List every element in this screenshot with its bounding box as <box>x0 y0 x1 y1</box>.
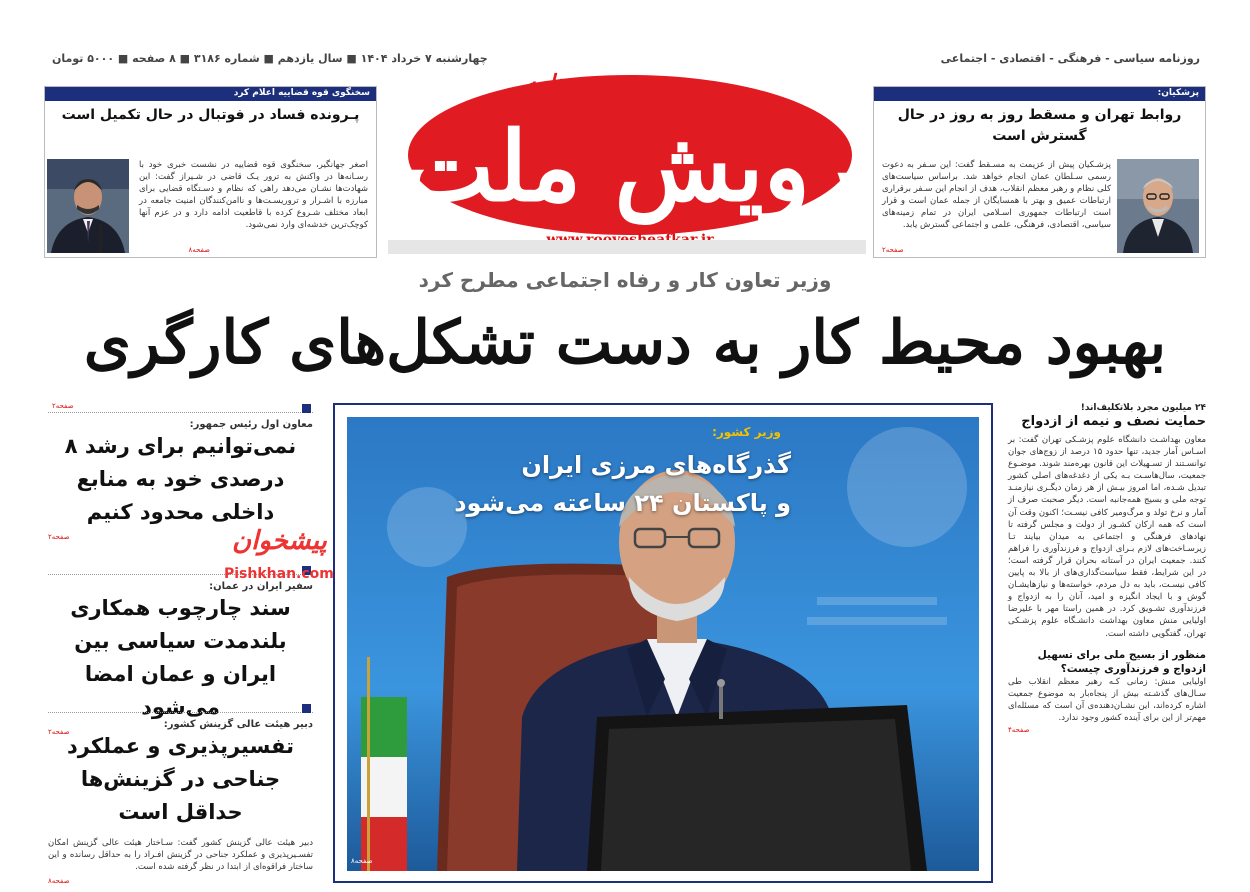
logo-main-text: رویش ملت <box>403 110 857 223</box>
left-item-3-body: دبیر هیئت عالی گزینش کشور گفت: سـاختار هیئت عالی گزینش امکان تفسـیرپذیری و عملکرد جناحی در گزینش افـراد را به حداقل رسانده و این ساختار فراقوه‌ای از ابتدا در نظر گرفته شده است. <box>48 838 313 872</box>
top-left-title[interactable]: پـرونده فساد در فوتبال در حال تکمیل است <box>61 107 360 123</box>
left-item-2-page-ref[interactable]: صفحه۲ <box>48 728 70 736</box>
right-article-page-ref[interactable]: صفحه۴ <box>1008 725 1030 734</box>
section-rule <box>48 403 313 413</box>
left-news-item-3 <box>48 703 313 885</box>
top-right-title[interactable]: روابط تهران و مسقط روز به روز در حال گسترش است <box>897 107 1182 144</box>
right-article-answer: اولیایی منش: زمانی کـه رهبر معظم انقلاب طی سـال‌های گذشـته بیش از پنجاه‌بار به موضوع جمعیت اشاره کرده‌اند، این نشـان‌دهنده‌ی آن است که مسئله‌ای مهم‌تر از این برای آینده کشور وجود ندارد. <box>1008 676 1206 723</box>
masthead-logo <box>400 40 860 260</box>
top-left-kicker: سخنگوی قوه قضاییه اعلام کرد <box>45 87 376 101</box>
left-item-1-page-ref-top[interactable]: صفحه۲ <box>52 402 74 410</box>
photo-caption-kicker: وزیر کشور: <box>712 425 781 439</box>
minister-photo <box>347 417 979 871</box>
top-right-page-ref[interactable]: صفحه۲ <box>882 246 904 254</box>
top-right-kicker: پزشکیان: <box>874 87 1205 101</box>
left-item-1-title[interactable]: نمی‌توانیم برای رشد ۸ درصدی خود به منابع داخلی محدود کنیم <box>64 434 297 524</box>
section-square-icon <box>302 704 311 713</box>
main-headline[interactable]: بهبود محیط کار به دست تشکل‌های کارگری <box>83 308 1167 378</box>
right-column-article <box>1008 403 1206 881</box>
right-article-title[interactable]: حمایت نصف و نیمه از ازدواج <box>1021 414 1206 429</box>
left-item-1-kicker: معاون اول رئیس جمهور: <box>189 419 313 430</box>
photo-page-ref[interactable]: صفحه۸ <box>351 857 373 865</box>
section-rule <box>48 703 313 713</box>
top-left-news-box <box>44 86 377 258</box>
issue-info: چهارشنبه ۷ خرداد ۱۴۰۴ ■ سال یازدهم ■ شماره ۳۱۸۶ ■ ۸ صفحه ■ ۵۰۰۰ تومان <box>52 52 488 65</box>
watermark-text: پیشخوان <box>232 526 327 556</box>
left-item-1-page-ref[interactable]: صفحه۲ <box>48 533 70 541</box>
right-article-kicker: ۲۴ میلیون مجرد بلاتکلیف‌اند! <box>1080 403 1206 413</box>
top-left-page-ref[interactable]: صفحه۸ <box>188 246 210 254</box>
left-item-3-page-ref[interactable]: صفحه۸ <box>48 877 70 885</box>
logo-small-text: روزنامه <box>525 70 594 96</box>
section-square-icon <box>302 404 311 413</box>
left-news-item-1 <box>48 403 313 541</box>
top-left-body: اصغر جهانگیر، سخنگوی قوه قضاییه در نشست خبری خود با رسـانه‌ها در واکنش به ترور یـک قاضی در شـیراز گفت: این شهادت‌ها نشـان می‌دهد راهی که نظام و دسـتگاه قضایی برای مبارزه با اشـرار و تروریسـت‌ها و ناامن‌کنندگان امنیت جامعه در ابعاد مختلف شـروع کرده با قاطعیت ادامه دارد و در عزم آنها کوچک‌ترین خدشه‌ای وارد نمی‌شود. <box>139 160 368 230</box>
top-right-news-box <box>873 86 1206 258</box>
main-subhead: وزیر تعاون کار و رفاه اجتماعی مطرح کرد <box>418 268 832 292</box>
paper-type: روزنامه سیاسی - فرهنگی - اقتصادی - اجتماعی <box>940 52 1200 65</box>
watermark-url: Pishkhan.com <box>224 566 334 582</box>
left-item-3-title[interactable]: تفسیرپذیری و عملکرد جناحی در گزینش‌ها حداقل است <box>67 734 294 824</box>
top-right-body: پزشـکیان پیش از عزیمت به مسـقط گفت: این سـفر به دعوت رسمی سـلطان عمان انجام خواهد شد. براساس سیاست‌های کلی نظام و رهبر معظم انقلاب، هدف از انجام این سـفر برقراری ارتباطات عمیق و بهتر با همسایگان از جمله عمان است و قرار است ارتباطات جمهوری اسـلامی ایران در تمام زمینه‌های سیاسی، اقتصادی، فرهنگی، علمی و اجتماعی گسترش یابد. <box>882 160 1111 230</box>
left-item-2-title[interactable]: سند چارچوب همکاری بلندمدت سیاسی بین ایران و عمان امضا می‌شود <box>70 596 291 719</box>
masthead-gray-strip <box>388 240 866 254</box>
right-article-body: معاون بهداشـت دانشگاه علوم پزشـکی تهران گفت: بر اسـاس آمار جدید، تنها حدود ۱۵ درصد از زوج‌های جوان توانسـتند از تسـهیلات این قانون بهره‌مند شوند. موضـوع جمعیت، سال‌هاسـت بـه یکی از دغدغه‌های اصلی کشور تبدیل شـده، اما امروز بیـش از هر زمان دیگـری نیازمنـد توجه ملی و بسیج همه‌جانبه است. دیگر صحبت صرف از آمار و نرخ تولد و مرگ‌ومیر کافی نیسـت؛ اکنون وقت آن است که همه ارکان کشـور از دولت و مجلس گرفته تا نهادهای فرهنگی و اجتماعی به میدان بیایند تـا زیرسـاخت‌های لازم بـرای ازدواج و فرزندآوری را فراهم کنند. جمعیت ایران در آستانه بحران قرار گرفته است؛ در این شرایط، فقط سیاست‌گذاری‌های از بالا به پایین کافی نیسـت، باید به دل مردم، خواسته‌ها و نیازهایشـان گوش و با ایجاد انگیزه و امید، آنان را به ازدواج و فرزندآوری تشـویق کرد. در همین راستا مهر با علیرضا اولیایی منش معاون بهداشت دانشـگاه علوم پزشـکی تهران، گفتگویی داشته است. <box>1008 435 1207 639</box>
jahangir-photo <box>47 159 129 253</box>
left-item-3-kicker: دبیر هیئت عالی گزینش کشور: <box>163 719 313 730</box>
pezeshkian-photo <box>1117 159 1199 253</box>
center-photo-frame <box>333 403 993 883</box>
left-item-2-kicker: سفیر ایران در عمان: <box>209 581 313 592</box>
photo-caption-line-1[interactable]: گذرگاه‌های مرزی ایران <box>521 451 791 479</box>
photo-caption-line-2[interactable]: و پاکستان ۲۴ ساعته می‌شود <box>454 489 791 517</box>
right-article-question: منظور از بسیج ملی برای تسهیل ازدواج و فرزندآوری چیست؟ <box>1037 648 1206 675</box>
